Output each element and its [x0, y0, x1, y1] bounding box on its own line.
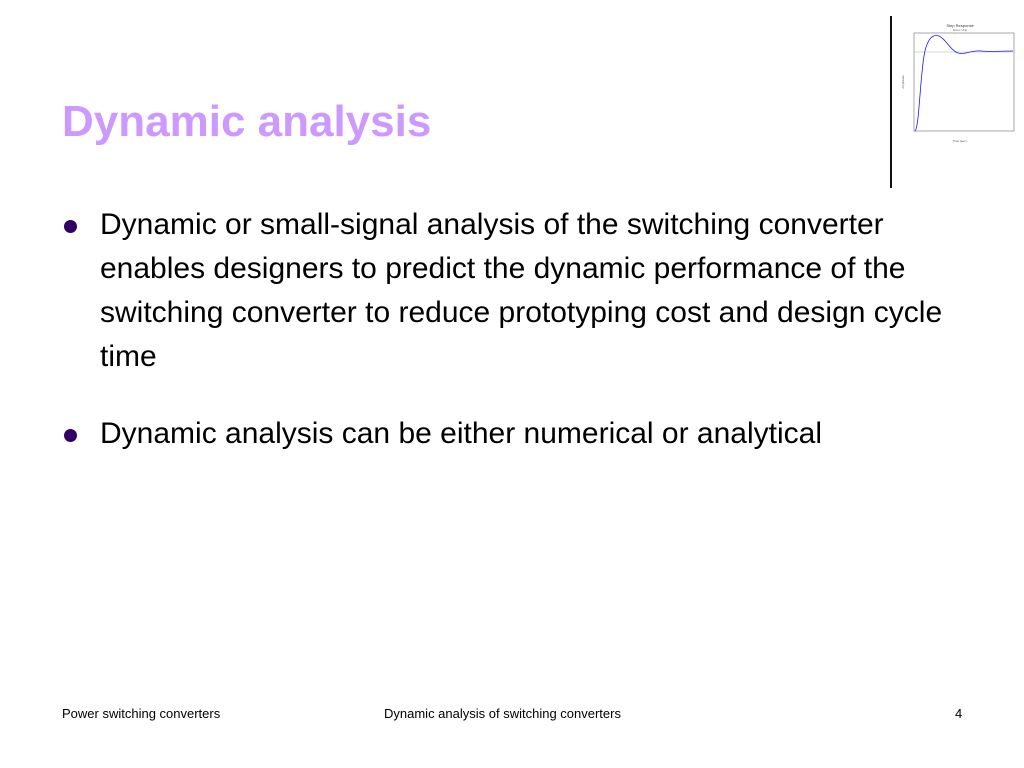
- bullet-dot-icon: [64, 429, 77, 442]
- step-response-thumbnail: [896, 20, 1018, 150]
- slide-title: Dynamic analysis: [62, 97, 432, 146]
- thumbnail-step-curve: [915, 36, 1013, 131]
- bullet-item: [62, 203, 962, 379]
- footer-center-text: Dynamic analysis of switching converters: [384, 706, 621, 721]
- thumbnail-ylabel: Amplitude: [901, 75, 905, 89]
- page-number: 4: [955, 706, 963, 721]
- bullet-text: Dynamic analysis can be either numerical or analytical: [100, 417, 822, 450]
- bullet-list: [62, 203, 962, 456]
- thumbnail-plot-frame: [914, 33, 1014, 131]
- footer-left-text: Power switching converters: [62, 706, 221, 721]
- bullet-dot-icon: [64, 220, 77, 233]
- vertical-divider: [890, 16, 892, 188]
- thumbnail-title: Step Response: [946, 23, 974, 28]
- thumbnail-xlabel: Time (sec.): [952, 139, 968, 143]
- bullet-text: Dynamic or small-signal analysis of the switching converter enables designers to predict the dynamic performance of the switching converter to reduce prototyping cost and design cycle time: [100, 208, 943, 373]
- bullet-item: [62, 412, 962, 456]
- thumbnail-subtitle: From: U(1): [952, 28, 968, 32]
